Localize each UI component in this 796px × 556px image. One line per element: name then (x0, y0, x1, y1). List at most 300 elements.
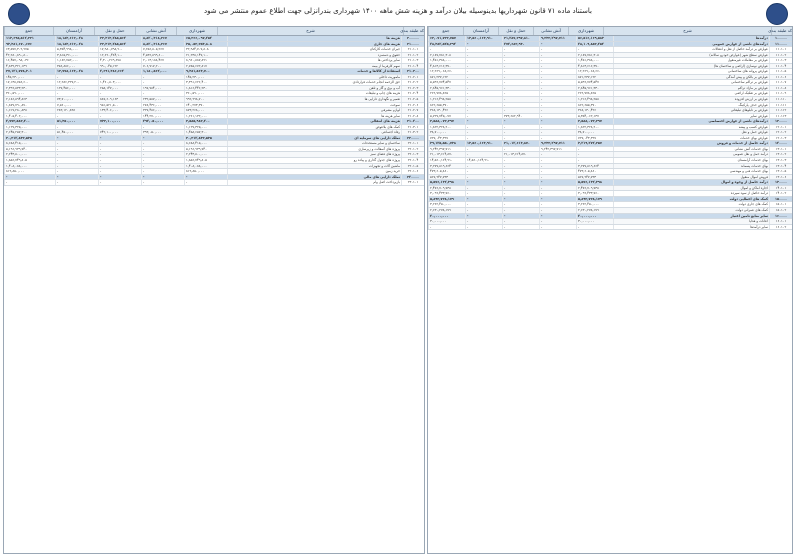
row-amount: ۸,۶۸۸,۴۱۵,۰۰۰ (4, 141, 55, 146)
row-amount: - (184, 180, 227, 185)
row-amount: - (55, 75, 98, 80)
row-amount: - (539, 186, 576, 191)
row-amount: ۹۴,۴۸۱,۶۷۰,۶۷۶ (4, 42, 55, 47)
row-amount: ۱,۴۵۱,۳۸۸,۰۰۰ (428, 58, 465, 63)
row-amount: ۳۲,۹۸۴,۷۰۷,۸۰۸ (184, 47, 227, 52)
row-amount: ۱۱۴,۶۹۵,۵۱۳,۲۲۱ (4, 36, 55, 41)
row-code: ۲۱۰۳۰۱ (401, 125, 424, 130)
row-amount: ۳,۲۶۲,۴۵۰,۰۰۰ (428, 202, 465, 207)
row-amount: ۴۲,۲۸۰,۸۹۰,۸۰۰ (4, 53, 55, 58)
row-code: ۱۴۰۱۰۲ (769, 191, 792, 196)
row-code: ۲۲۰۱۰۶ (401, 169, 424, 174)
row-amount: ۸۷۱,۲۳۷,۱۲۲ (576, 75, 613, 80)
row-description: ماشین آلات و تجهیزات (227, 164, 401, 169)
row-amount: - (98, 141, 141, 146)
row-code: ۲۲۰۱۰۳ (401, 152, 424, 157)
row-amount: - (465, 103, 502, 108)
row-amount: ۱۴,۵۶۰,۱۶۴,۹۱۰ (465, 141, 502, 146)
row-amount: ۵,۳۵۴,۹۹۸,۰۰۰ (55, 47, 98, 52)
row-amount: - (465, 64, 502, 69)
row-amount: ۱,۴۵۸,۶۵۷,۳۰۰ (184, 130, 227, 135)
row-amount: - (98, 114, 141, 119)
row-amount: ۴۹,۱۳۵,۵۵۰,۷۴۸ (428, 141, 465, 146)
row-amount: ۳,۳۹۱,۶۲۶,۴۰۰ (184, 80, 227, 85)
row-amount: - (55, 180, 98, 185)
row-amount: - (539, 114, 576, 119)
row-amount: - (55, 125, 98, 130)
row-amount: - (576, 152, 613, 157)
row-amount: ۸۶۲,۶۵۵,۳۷۰ (576, 103, 613, 108)
row-code: ۲۱۰۱۰۳ (401, 58, 424, 63)
row-description: حق الزحمه انجام خدمات قراردادی (227, 80, 401, 85)
row-description: عوارض سطح شهر (عوارض خودرو سالانه) (613, 53, 769, 58)
row-code: ۱۵۰۰۰۰ (769, 197, 792, 202)
row-amount: ۱,۴۰۸,۰۸۸,۰۰۰ (4, 164, 55, 169)
row-amount: ۵,۵۹۹,۷۷۴,۵۴۷ (428, 80, 465, 85)
row-amount: ۳۹۳,۰۵۰,۰۰۰ (141, 130, 184, 135)
row-amount: ۱,۸۷۷,۷۹۰,۸۷۰ (4, 103, 55, 108)
row-code: ۲۳۰۱۰۱ (401, 180, 424, 185)
row-amount: - (55, 91, 98, 96)
row-description: جبران خدمات کارکنان (227, 47, 401, 52)
row-amount: - (98, 175, 141, 180)
row-amount: ۲,۶۳۰,۲۷۸,۱۷۹ (428, 208, 465, 213)
row-code: ۱۲۰۱۰۳ (769, 136, 792, 141)
row-amount: - (465, 47, 502, 52)
row-description: عوارض حمل و نقل (613, 130, 769, 135)
row-description: کمک های عمرانی دولت (613, 208, 769, 213)
row-amount: - (4, 180, 55, 185)
row-description: سایر هزینه ها (227, 114, 401, 119)
row-amount: - (465, 147, 502, 152)
row-amount: - (465, 91, 502, 96)
row-amount: ۲۱,۲۳۸,۱۴۷,۱۰۰ (184, 53, 227, 58)
row-amount: - (141, 164, 184, 169)
row-amount: - (98, 136, 141, 141)
row-amount: ۷۳,۷۰۰,۰۰۰ (55, 97, 98, 102)
row-amount: - (98, 180, 141, 185)
row-amount: ۵,۱۹۶,۹۳۹,۷۴۰ (184, 147, 227, 152)
row-description: درآمد حمل و نقل عمومی (613, 152, 769, 157)
row-amount: - (141, 175, 184, 180)
row-code: ۱۴۰۰۰۰ (769, 180, 792, 185)
row-amount: - (141, 136, 184, 141)
row-amount: - (465, 53, 502, 58)
row-amount: - (98, 152, 141, 157)
row-amount: ۷,۲۵۶,۸۰۵,۲۶۷ (141, 47, 184, 52)
row-amount: ۹,۲۴۲,۳۹۷,۷۱۱ (539, 36, 576, 41)
row-description: عوارض بر تراکم ساختمانی (613, 80, 769, 85)
row-code: ۲۲۰۱۰۴ (401, 158, 424, 163)
row-code: ۱۱۰۱۰۴ (769, 64, 792, 69)
row-amount: ۳,۰۹۹,۴۳۳,۷۶۰ (576, 191, 613, 196)
row-amount: - (141, 152, 184, 157)
row-description: سوخت (227, 103, 401, 108)
row-amount: - (465, 175, 502, 180)
row-amount: ۲۶۹,۷۷۸,۸۲۵ (576, 91, 613, 96)
row-code: ۱۱۰۱۱۳ (769, 114, 792, 119)
row-amount: - (539, 58, 576, 63)
row-amount: - (539, 47, 576, 52)
expense-table-header (4, 27, 424, 36)
row-amount: ۳,۶۹۱,۴۸۶,۶۶۳ (98, 69, 141, 74)
row-amount: ۶۵,۲۶۶,۰۹۷,۳۵۳ (184, 36, 227, 41)
row-amount: - (465, 219, 502, 224)
row-amount: - (539, 191, 576, 196)
row-amount: ۳۰,۰۰۰,۰۰۰ (576, 219, 613, 224)
row-amount: - (539, 53, 576, 58)
row-amount: ۵۶۷,۹۴۷,۷۳۳ (428, 175, 465, 180)
row-amount: - (55, 169, 98, 174)
row-amount: - (98, 75, 141, 80)
row-amount: - (502, 86, 539, 91)
row-description: پروژه های آسفالت و زیرسازی (227, 147, 401, 152)
row-code: ۱۱۰۱۰۵ (769, 69, 792, 74)
row-description: پروژه های فضای سبز (227, 152, 401, 157)
row-amount: - (502, 53, 539, 58)
row-amount: ۱۴,۵۶۰,۱۶۴,۹۱۰ (465, 36, 502, 41)
row-amount: ۳۶۰,۵۹۰,۰۰۰ (184, 91, 227, 96)
row-amount: - (502, 69, 539, 74)
row-amount: ۲,۸۴۵,۹۶۱,۳۳۰ (428, 86, 465, 91)
row-description: درآمدهای ناشی از عوارض عمومی (613, 42, 769, 47)
row-amount: - (428, 47, 465, 52)
row-description: سایر درآمدها (613, 225, 769, 230)
row-amount: - (465, 114, 502, 119)
row-amount: ۵,۵۹۹,۷۷۴,۵۴۷ (576, 80, 613, 85)
row-amount: - (465, 180, 502, 185)
row-description: عوارض سایر (613, 114, 769, 119)
row-description: خرید زمین (227, 169, 401, 174)
row-amount: - (576, 147, 613, 152)
row-amount: - (141, 147, 184, 152)
row-amount: ۲,۰۱۳,۱۸۸,۴۶۷ (141, 58, 184, 63)
row-amount: - (98, 169, 141, 174)
row-description: اعانات و هدایا (613, 219, 769, 224)
row-amount: - (141, 141, 184, 146)
row-amount: - (502, 169, 539, 174)
row-description: هزینه های انتقالی (227, 119, 401, 124)
row-amount: ۹۹۲,۹۹۸,۷۰۰ (184, 97, 227, 102)
row-amount: ۱۴,۵۶۰,۱۶۴,۹۱۰ (465, 158, 502, 163)
row-amount: ۱۲,۲۸۶,۳۲۷,۲۰۰ (55, 80, 98, 85)
row-description: عوارض بر تابلوهای تبلیغاتی (613, 108, 769, 113)
row-amount: ۱۴۵,۲۳۰,۰۰۰ (4, 75, 55, 80)
row-amount: ۲۲,۴۱۴,۳۸۵,۵۶۳ (98, 42, 141, 47)
row-amount: - (465, 136, 502, 141)
table-row (428, 225, 792, 231)
column-header: کد طبقه بندی (768, 28, 792, 33)
column-header: حمل و نقل (498, 27, 533, 35)
row-code: ۲۱۰۱۰۴ (401, 64, 424, 69)
row-description: اجاره اماکن و اموال (613, 186, 769, 191)
row-amount: ۳۰,۰۰۰,۰۰۰ (428, 219, 465, 224)
row-amount: - (465, 86, 502, 91)
emblem-logo-right (766, 3, 788, 25)
row-description: ساختمان و سایر مستحدثات (227, 141, 401, 146)
row-amount: - (539, 130, 576, 135)
row-amount: - (539, 197, 576, 202)
row-amount: ۵,۵۷۶,۱۴۳,۴۹۸ (428, 180, 465, 185)
row-amount: - (502, 80, 539, 85)
row-amount: ۸,۶۸۸,۴۱۵,۰۰۰ (184, 141, 227, 146)
row-description: درآمد حاصل از سود سپرده (613, 191, 769, 196)
row-amount: ۳۷۳,۶۸۲,۹۴۰ (502, 42, 539, 47)
row-amount: ۴,۸۱۳,۶۱۶,۳۷۰ (428, 64, 465, 69)
row-amount: - (502, 208, 539, 213)
row-amount: - (502, 158, 539, 163)
row-amount: ۱۶,۴۵۷,۰۹۸,۰۳۶ (4, 58, 55, 63)
row-amount: ۲۰,۲۱۳,۸۴۲,۵۴۵ (184, 136, 227, 141)
row-amount: ۸,۹۶۰,۸۸۷,۸۹۱ (184, 58, 227, 63)
row-amount: ۱,۴۵۱,۳۸۸,۰۰۰ (576, 58, 613, 63)
row-amount: - (465, 80, 502, 85)
row-amount: ۳,۸۱۵,۳۶۰,۰۰۰ (55, 53, 98, 58)
row-amount: - (55, 141, 98, 146)
row-amount: ۲۱,۰۱۳,۶۱۴,۸۷۰ (502, 141, 539, 146)
row-code: ۱۳۰۱۰۴ (769, 164, 792, 169)
row-amount: - (539, 219, 576, 224)
row-amount: ۳۰,۰۰۰,۰۰۰ (428, 214, 465, 219)
row-amount: ۳۶۰,۵۹۰,۰۰۰ (4, 91, 55, 96)
row-amount: ۳,۰۹۹,۴۳۳,۷۶۰ (428, 191, 465, 196)
row-amount: - (465, 130, 502, 135)
row-amount: - (502, 219, 539, 224)
row-amount: ۱۳۳,۴۰۶,۰۰۰ (98, 108, 141, 113)
row-amount: - (141, 158, 184, 163)
row-amount: ۲,۳۹۹,۸۳۳,۲۳۰ (4, 86, 55, 91)
row-amount: - (502, 214, 539, 219)
row-amount: ۵۶,۵۱۶,۱۶۹,۵۸۴ (576, 36, 613, 41)
row-amount: ۳۸,۷۰۰,۰۰۰ (428, 130, 465, 135)
row-amount: ۱۷,۹۸۰,۷۹۸,۹۰۰ (98, 47, 141, 52)
row-description: کمک های اعطایی دولت (613, 197, 769, 202)
row-amount: - (465, 186, 502, 191)
row-amount: ۱,۸۵۶,۷۴۹,۸۰۵ (184, 158, 227, 163)
column-header: جمع (428, 27, 463, 35)
row-code: ۱۱۰۱۰۹ (769, 91, 792, 96)
row-amount: ۱,۲۱۶,۴۹۸,۲۵۸ (428, 97, 465, 102)
row-amount: ۳,۲۷۷,۸۱۹,۶۶۴ (428, 164, 465, 169)
emblem-logo-left (8, 3, 30, 25)
row-amount: - (539, 152, 576, 157)
row-amount: ۴۵,۰۵۲,۲۵۴,۸۰۸ (184, 42, 227, 47)
row-amount: ۸۷۳,۲۶۸,۰۰۰ (184, 108, 227, 113)
row-description: درآمد حاصل از وجوه و اموال (613, 180, 769, 185)
row-amount: - (539, 80, 576, 85)
row-description: درآمدها (613, 36, 769, 41)
row-amount: - (539, 97, 576, 102)
row-amount: - (502, 75, 539, 80)
row-amount: - (465, 164, 502, 169)
row-amount: - (502, 136, 539, 141)
row-code: ۱۶۰۱۰۱ (769, 219, 792, 224)
row-amount: ۹,۴۸۱,۵۶۴,۷۰۰ (184, 69, 227, 74)
row-amount: - (502, 97, 539, 102)
row-amount: - (502, 103, 539, 108)
row-code: ۱۳۰۰۰۰ (769, 141, 792, 146)
row-amount: ۹,۲۴۲,۳۹۷,۷۱۱ (428, 147, 465, 152)
row-amount: ۳,۷۷۲,۵۸۲,۳۰۰ (4, 119, 55, 124)
row-amount: - (98, 125, 141, 130)
row-code: ۱۱۰۱۱۲ (769, 108, 792, 113)
row-code: ۲۳۰۰۰۰ (401, 175, 424, 180)
row-amount: ۵,۳۵۴,۰۶۲,۱۳۷ (576, 114, 613, 119)
row-description: کمک های جاری دولت (613, 202, 769, 207)
row-amount: ۸۸۷,۶۰۹,۱۶۳ (98, 97, 141, 102)
row-amount: ۱۹۷,۷۸۴,۰۰۰ (141, 86, 184, 91)
row-amount: ۲,۶۳۰,۲۷۸,۱۷۹ (576, 208, 613, 213)
row-code: ۱۱۰۰۰۰ (769, 42, 792, 47)
row-amount: ۴۷۳,۶۰۵,۸۶۰ (428, 169, 465, 174)
row-code: ۲۱۰۱۰۱ (401, 47, 424, 52)
row-code: ۱۲۰۱۰۱ (769, 125, 792, 130)
row-description: عوارض بر بالکن و پیش آمدگی (613, 75, 769, 80)
row-code: ۲۱۰۲۰۷ (401, 108, 424, 113)
row-description: رفاه اجتماعی (227, 130, 401, 135)
row-code: ۱۲۰۱۰۲ (769, 130, 792, 135)
row-amount: - (539, 86, 576, 91)
row-amount: ۱,۲۶۱,۱۳۲,۰۰۰ (184, 114, 227, 119)
row-amount: ۳۸,۴۸۳,۵۳۵,۲۹۳ (428, 42, 465, 47)
row-amount: - (55, 136, 98, 141)
row-amount: ۵۶۷,۹۴۷,۷۳۳ (576, 175, 613, 180)
row-code: ۲۱۰۲۰۸ (401, 114, 424, 119)
row-description: حقوق و دستمزد (227, 53, 401, 58)
row-amount: ۷۲۷,۰۴۳,۳۹۷ (428, 136, 465, 141)
row-amount: ۶۴۰,۲۷۳,۳۷۰ (184, 103, 227, 108)
row-code: ۱۳۰۱۰۱ (769, 147, 792, 152)
column-header: شرح (217, 27, 403, 35)
row-description: عوارض بر مازاد تراکم (613, 86, 769, 91)
row-amount: ۱۲,۶۹۰,۴۸۴,۱۰۰ (98, 53, 141, 58)
row-amount: - (502, 108, 539, 113)
row-amount: ۱,۲۱۶,۴۹۸,۲۵۸ (576, 97, 613, 102)
row-amount: ۹۵۱,۵۲۱,۵۰۰ (98, 103, 141, 108)
row-amount: - (539, 214, 576, 219)
row-amount: - (55, 114, 98, 119)
row-amount: - (539, 75, 576, 80)
row-amount: - (539, 158, 576, 163)
revenue-table-header (428, 27, 792, 36)
row-amount: - (141, 91, 184, 96)
row-amount: - (502, 180, 539, 185)
row-amount: - (539, 91, 576, 96)
row-amount: ۱۸,۱۸۴,۶۱۲,۰۳۸ (55, 42, 98, 47)
row-amount: - (55, 164, 98, 169)
column-header: شهرداری (568, 27, 603, 35)
row-amount: - (539, 180, 576, 185)
row-amount: - (465, 197, 502, 202)
row-code: ۱۱۰۱۰۶ (769, 75, 792, 80)
row-amount: - (539, 119, 576, 124)
row-code: ۱۳۰۱۰۵ (769, 169, 792, 174)
row-description: درآمد حاصل از خدمات و فروش (613, 141, 769, 146)
row-amount: ۲,۴۷۶,۷۰۹,۷۳۸ (576, 186, 613, 191)
row-code: ۲۱۰۱۰۲ (401, 53, 424, 58)
row-amount: ۱,۱۲۷,۳۲۵,۰۰۰ (4, 125, 55, 130)
row-description: سایر منابع تامین اعتبار (613, 214, 769, 219)
row-amount: ۲۳۲,۵۸۷,۰۰۰ (141, 97, 184, 102)
row-amount: ۸۶۲,۶۵۵,۳۷۰ (428, 103, 465, 108)
row-amount: ۷۰۶,۷۱۷,۲۰۰ (141, 64, 184, 69)
row-amount: ۱۷,۱۳۸,۷۵۶,۶۰۰ (4, 80, 55, 85)
row-code: ۱۱۰۱۱۱ (769, 103, 792, 108)
row-amount: - (55, 152, 98, 157)
row-amount: - (465, 152, 502, 157)
row-amount: ۱۴۵,۲۳۰,۰۰۰ (184, 75, 227, 80)
row-amount: - (502, 186, 539, 191)
row-code: ۱۵۰۱۰۱ (769, 202, 792, 207)
row-amount: ۲۱,۳۸۷,۲۹۷,۸۱۰ (502, 36, 539, 41)
row-amount: - (465, 119, 502, 124)
row-description: ماموریت داخلی (227, 75, 401, 80)
row-description: بهای خدمات فنی و مهندسی (613, 169, 769, 174)
row-code: ۲۱۰۲۰۴ (401, 91, 424, 96)
row-description: عوارض کسب و پیشه (613, 125, 769, 130)
row-amount: ۱,۱۸۰,۵۶۳,۰۰۰ (141, 69, 184, 74)
row-code: ۱۳۰۱۰۳ (769, 158, 792, 163)
row-amount: ۳۵۶,۸۸۶,۰۰۰ (55, 64, 98, 69)
row-amount: - (465, 58, 502, 63)
row-amount: ۱,۴۰۸,۰۸۸,۰۰۰ (184, 164, 227, 169)
row-amount: ۲۰,۲۱۳,۸۴۲,۵۴۵ (4, 136, 55, 141)
row-code: ۱۱۰۱۰۳ (769, 58, 792, 63)
row-amount: ۵,۸۹۲,۷۲۸,۱۷۹ (428, 197, 465, 202)
row-description: هزینه های جاری (227, 42, 401, 47)
row-amount: ۳۸,۱۰۹,۸۵۲,۳۵۳ (576, 42, 613, 47)
row-amount: ۹۹۰,۰۴۵,۱۲۲ (98, 64, 141, 69)
row-description: تملک دارایی های سرمایه ای (227, 136, 401, 141)
row-code: ۲۱۰۲۰۰ (401, 69, 424, 74)
column-header: کد طبقه بندی (400, 28, 424, 33)
row-description: عوارض بر تفکیک اراضی (613, 91, 769, 96)
row-amount: ۸۱۹,۸۵۰,۰۰۰ (4, 169, 55, 174)
row-amount: ۹,۲۴۲,۳۹۷,۷۱۱ (539, 147, 576, 152)
row-amount: - (55, 147, 98, 152)
column-header: شرح (603, 27, 771, 35)
row-amount: - (502, 91, 539, 96)
row-amount: - (465, 108, 502, 113)
row-amount: ۲,۶۴۵,۲۵۷,۳۰۰ (4, 130, 55, 135)
row-amount: ۲,۵۸۸,۰۷۲,۲۹۷ (428, 119, 465, 124)
row-code: ۱۰۰۰۰۰ (769, 36, 792, 41)
row-amount: - (502, 202, 539, 207)
row-description: آب و برق و گاز و تلفن (227, 86, 401, 91)
row-amount: ۵,۱۹۶,۹۳۹,۷۴۰ (4, 147, 55, 152)
row-amount: ۳۰,۰۰۰,۰۰۰ (576, 214, 613, 219)
expense-table-body (4, 36, 424, 186)
row-amount: ۳,۲۷۷,۸۱۹,۶۶۴ (576, 164, 613, 169)
row-amount: - (465, 169, 502, 174)
row-amount: ۲,۱۸۶,۸۹۴,۸۶۳ (4, 97, 55, 102)
table-row (4, 180, 424, 186)
row-code: ۱۵۰۱۰۲ (769, 208, 792, 213)
row-code: ۲۲۰۱۰۵ (401, 164, 424, 169)
row-description: بهای خدمات آرامستان (613, 158, 769, 163)
row-description: تملک دارایی های مالی (227, 175, 401, 180)
row-amount: ۷۴۲,۱۰۰,۰۰۰ (98, 119, 141, 124)
row-amount: - (465, 42, 502, 47)
row-description: کمک های بلاعوض (227, 125, 401, 130)
revenue-table (427, 26, 793, 554)
row-amount: - (141, 80, 184, 85)
row-description: بازپرداخت اصل وام (227, 180, 401, 185)
row-amount: - (502, 147, 539, 152)
row-description: فروش اموال منقول (613, 175, 769, 180)
row-code: ۱۴۰۱۰۱ (769, 186, 792, 191)
row-amount: ۲۸۳,۱۲۰,۸۳۸ (55, 108, 98, 113)
